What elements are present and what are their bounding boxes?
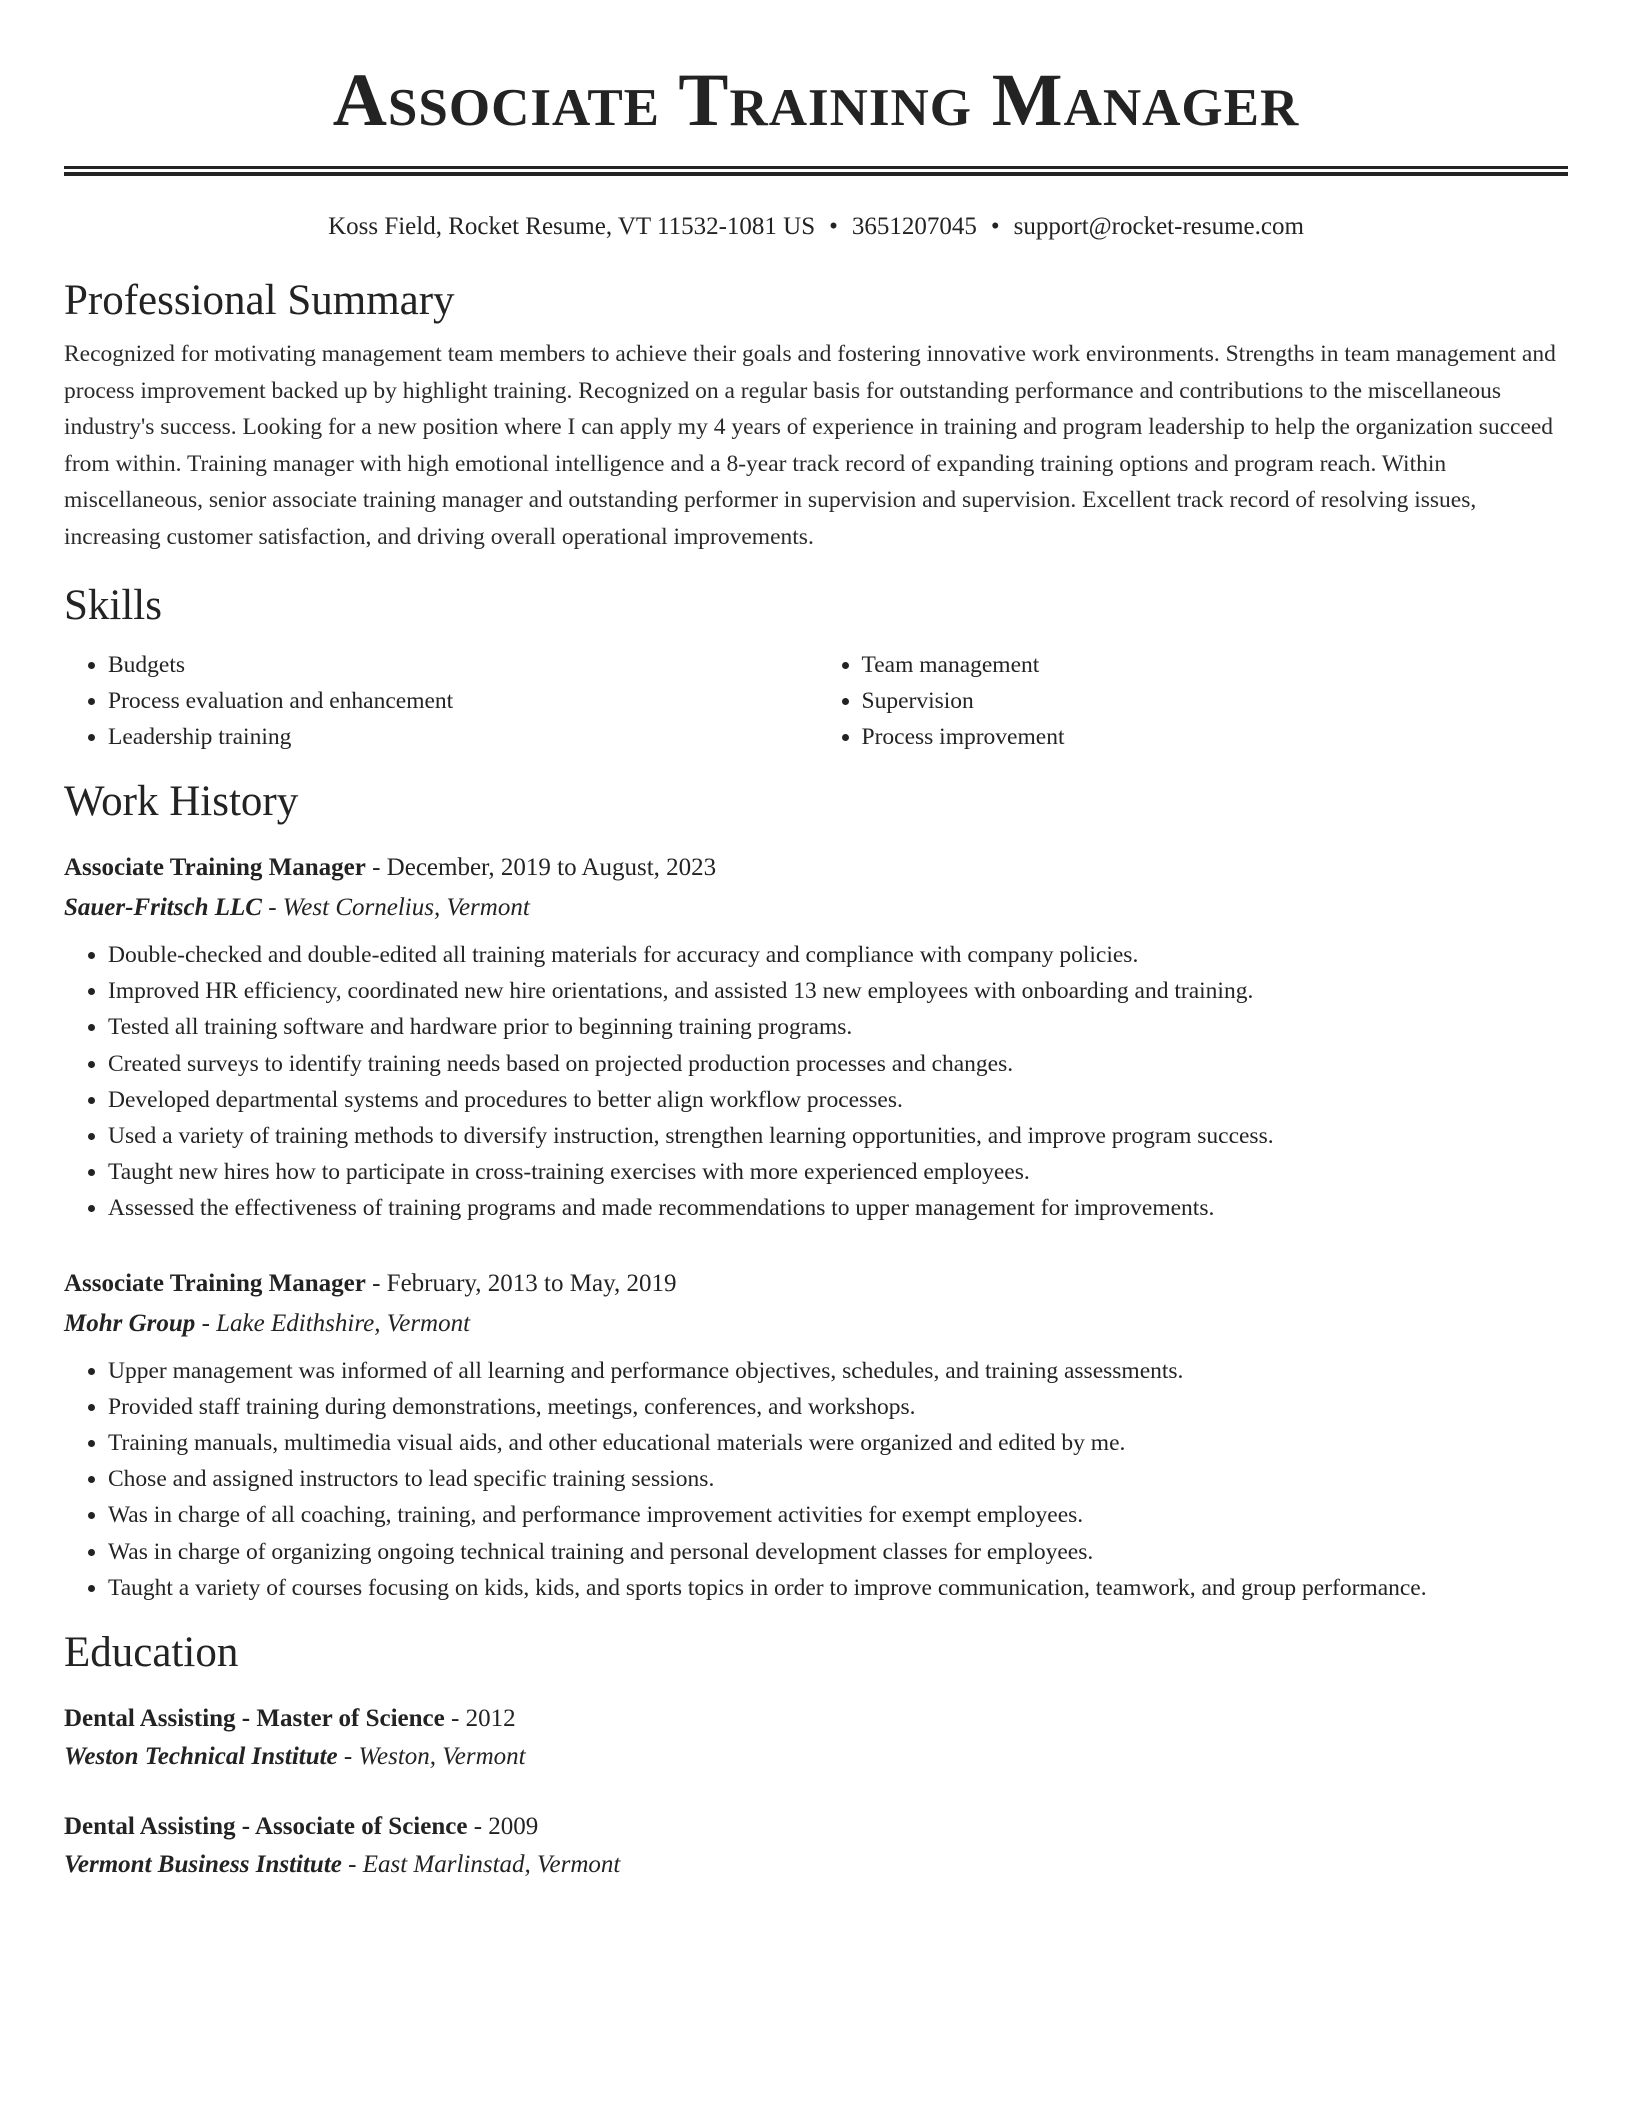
job-bullet: • Provided staff training during demonstrations, meetings, conferences, and workshops. (108, 1389, 1568, 1425)
job-bullet: • Developed departmental systems and procedures to better align workflow processes. (108, 1082, 1568, 1118)
education-degree-line (64, 1810, 1568, 1844)
work-history-heading: Work History (64, 778, 299, 825)
education-entry (64, 1810, 1568, 1882)
job-entry (64, 851, 1568, 1227)
education-heading: Education (64, 1629, 239, 1677)
job-bullet: • Training manuals, multimedia visual aids, and other educational materials were organized and edited by me. (108, 1425, 1568, 1461)
job-bullet: • Taught a variety of courses focusing on kids, kids, and sports topics in order to improve communication, teamwork, and group performance. (108, 1570, 1568, 1606)
job-title-line (64, 851, 1568, 885)
education-location: - Weston, Vermont (337, 1743, 526, 1771)
job-bullet: • Taught new hires how to participate in cross-training exercises with more experienced employees. (108, 1154, 1568, 1190)
job-location: - West Cornelius, Vermont (261, 894, 530, 921)
job-title: Associate Training Manager (64, 854, 366, 881)
job-bullet: • Upper management was informed of all learning and performance objectives, schedules, and training assessments. (108, 1353, 1568, 1389)
job-company: Mohr Group (64, 1309, 196, 1337)
job-bullet: • Assessed the effectiveness of training programs and made recommendations to upper management for improvements. (108, 1190, 1568, 1226)
skills-column-right (815, 647, 1569, 755)
header-divider (64, 166, 1568, 176)
skill-item: • Budgets (108, 647, 815, 683)
job-company: Sauer-Fritsch LLC (64, 894, 262, 921)
contact-phone: 3651207045 (851, 213, 977, 240)
contact-separator: • (990, 213, 1000, 240)
education-school: Weston Technical Institute (64, 1743, 338, 1771)
job-bullet: • Used a variety of training methods to diversify instruction, strengthen learning opportunities, and improve program success. (108, 1118, 1568, 1154)
job-bullet: • Created surveys to identify training needs based on projected production processes and changes. (108, 1046, 1568, 1082)
education-degree: Dental Assisting - Associate of Science (64, 1813, 468, 1841)
skills-column-left (64, 647, 815, 755)
job-title: Associate Training Manager (64, 1269, 366, 1297)
job-company-line (64, 1307, 1568, 1341)
education-location: - East Marlinstad, Vermont (341, 1851, 621, 1879)
job-bullet: • Improved HR efficiency, coordinated new hire orientations, and assisted 13 new employees with onboarding and training. (108, 973, 1568, 1009)
summary-heading: Professional Summary (64, 277, 455, 324)
skill-item: • Team management (862, 647, 1569, 683)
job-bullets (64, 937, 1568, 1227)
education-school-line (64, 1848, 1568, 1882)
job-bullet: • Was in charge of organizing ongoing technical training and personal development classes for employees. (108, 1534, 1568, 1570)
job-company-line (64, 891, 1568, 925)
education-school-line (64, 1740, 1568, 1774)
job-bullets (64, 1353, 1568, 1606)
education-entry (64, 1702, 1568, 1774)
skill-item: • Leadership training (108, 719, 815, 755)
contact-address: Koss Field, Rocket Resume, VT 11532-1081 US (328, 213, 816, 240)
skills-list (64, 647, 1568, 755)
education-school: Vermont Business Institute (64, 1851, 342, 1879)
job-bullet: • Tested all training software and hardware prior to beginning training programs. (108, 1009, 1568, 1045)
candidate-name: Associate Training Manager (332, 59, 1300, 142)
job-location: - Lake Edithshire, Vermont (195, 1309, 471, 1337)
job-bullet: • Was in charge of all coaching, training, and performance improvement activities for exempt employees. (108, 1497, 1568, 1533)
job-entry (64, 1267, 1568, 1606)
skill-item: • Process improvement (862, 719, 1569, 755)
job-title-line (64, 1267, 1568, 1301)
education-year: - 2009 (467, 1813, 539, 1841)
job-dates: - February, 2013 to May, 2019 (365, 1269, 677, 1297)
skill-item: • Supervision (862, 683, 1569, 719)
contact-line (64, 211, 1568, 243)
job-bullet: • Chose and assigned instructors to lead specific training sessions. (108, 1461, 1568, 1497)
education-degree-line (64, 1702, 1568, 1736)
skill-item: • Process evaluation and enhancement (108, 683, 815, 719)
summary-text: Recognized for motivating management team members to achieve their goals and fostering innovative work environments. Strengths in team management and process improvement backed up by highlight training. Recognized on a regular basis for outstanding performance and contributions to the miscellaneous industry's success. Looking for a new position where I can apply my 4 years of experience in training and program leadership to help the organization succeed from within. Training manager with high emotional intelligence and a 8-year track record of expanding training options and program reach. Within miscellaneous, senior associate training manager and outstanding performer in supervision and supervision. Excellent track record of resolving issues, increasing customer satisfaction, and driving overall operational improvements. (64, 341, 1556, 550)
job-dates: - December, 2019 to August, 2023 (365, 854, 717, 881)
job-bullet: • Double-checked and double-edited all training materials for accuracy and compliance with company policies. (108, 937, 1568, 973)
skills-heading: Skills (64, 582, 162, 629)
education-year: - 2012 (444, 1705, 516, 1733)
education-degree: Dental Assisting - Master of Science (64, 1705, 445, 1733)
contact-email: support@rocket-resume.com (1013, 213, 1304, 240)
contact-separator: • (829, 213, 838, 240)
